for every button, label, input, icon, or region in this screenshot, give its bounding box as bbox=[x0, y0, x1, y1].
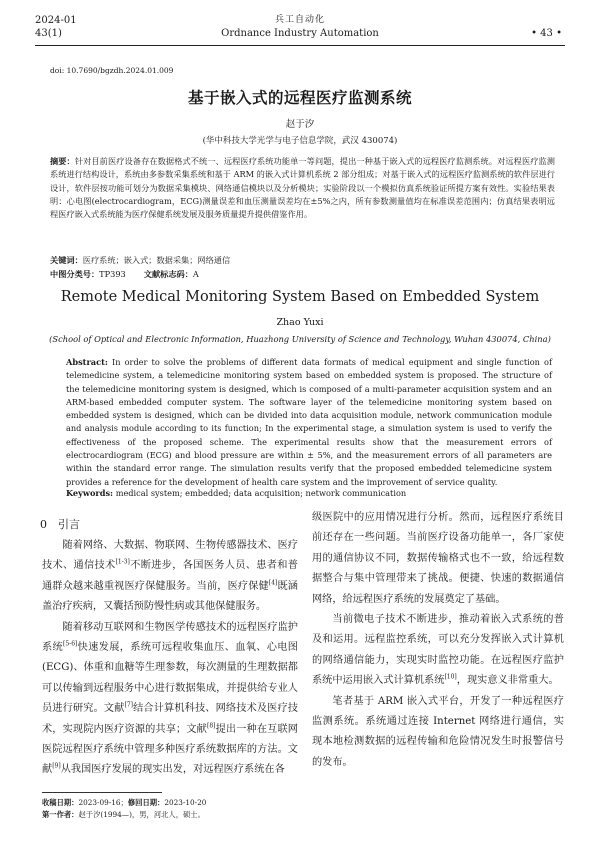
classification-line bbox=[50, 269, 199, 280]
class-label: 中图分类号： bbox=[50, 269, 100, 279]
keywords-text-cn: 医疗系统；嵌入式；数据采集；网络通信 bbox=[82, 255, 231, 265]
citation[interactable]: [5-6] bbox=[63, 640, 78, 648]
citation[interactable]: [8] bbox=[207, 722, 216, 730]
doi: doi: 10.7690/bgzdh.2024.01.009 bbox=[50, 66, 174, 75]
class-number: TP393 bbox=[99, 269, 126, 279]
citation[interactable]: [9] bbox=[52, 763, 61, 771]
abstract-cn bbox=[50, 155, 555, 221]
footnote-divider bbox=[42, 792, 162, 793]
author-en: Zhao Yuxi bbox=[276, 317, 324, 328]
section-title: 引言 bbox=[58, 518, 80, 531]
abstract-text-cn: 针对目前医疗设备存在数据格式不统一、远程医疗系统功能单一等问题，提出一种基于嵌入式的远程医疗监测系统。对远程医疗监测系统进行结构设计，系统由多参数采集系统和基于 ARM 的嵌入式计算机系统 2 部分组成；对基于嵌入式的远程医疗监测系统的软件层进行设计，软件层按功能可划分为数据采集模块、网络通信模块以及分析模块；实验阶段以一个模拟仿真系统验证所提方案有效性。实验结果表明：心电图(electrocardiogram，ECG)测量误差和血压测量误差均在±5%之内，所有参数测量值均在标准误差范围内；仿真结果表明远程医疗嵌入式系统能为医疗保健系统发展及服务质量提升提供借鉴作用。 bbox=[50, 156, 555, 220]
author-cn: 赵于汐 bbox=[285, 119, 315, 130]
affiliation-en: (School of Optical and Electronic Information, Huazhong University of Science and Technology, Wuhan 430074, China) bbox=[49, 334, 551, 344]
header-divider bbox=[35, 45, 565, 46]
footnote-author: 第一作者：赵于汐(1994—)，男，河北人，硕士。 bbox=[42, 810, 205, 819]
abstract-text-en: In order to solve the problems of different data formats of medical equipment and single function of telemedicine system, a telemedicine monitoring system based on embedded system is proposed. The structure of the telemedicine monitoring system is designed, which is composed of a multi-parameter acquisition system and an ARM-based embedded computer system. The software layer of the telemedicine monitoring system based on embedded system is designed, which can be divided into data acquisition module, network communication module and analysis module according to its function; In the experimental stage, a simulation system is used to verify the effectiveness of the proposed scheme. The experimental results show that the measurement errors of electrocardiogram (ECG) and blood pressure are within ± 5%, and the measurement errors of all parameters are within the standard error range. The simulation results verify that the proposed embedded telemedicine system provides a reference for the development of health care system and the improvement of service quality. bbox=[66, 357, 552, 487]
citation[interactable]: [4] bbox=[268, 579, 278, 587]
doc-code-label: 文献标志码： bbox=[143, 269, 193, 279]
citation[interactable]: [1-3] bbox=[115, 559, 130, 567]
doc-code: A bbox=[192, 269, 199, 279]
keywords-text-en: medical system; embedded; data acquisition; network communication bbox=[113, 488, 407, 498]
keywords-label-en: Keywords: bbox=[66, 488, 114, 498]
keywords-cn bbox=[50, 255, 230, 266]
year-month: 2024-01 bbox=[35, 15, 77, 26]
abstract-en bbox=[66, 356, 552, 489]
paragraph: 随着网络、大数据、物联网、生物传感器技术、医疗技术、通信技术[1-3]不断进步，各国医务人员、患者和普通群众越来越重视医疗保健服务。当前，医疗保健[4]既涵盖治疗疾病，又囊括预防慢性病或其他保健服务。 bbox=[42, 540, 298, 613]
journal-name-en: Ordnance Industry Automation bbox=[221, 28, 379, 39]
abstract-label-en: Abstract: bbox=[66, 357, 108, 367]
paragraph: 随着移动互联网和生物医学传感技术的远程医疗监护系统[5-6]快速发展，系统可远程收集血压、血氧、心电图(ECG)、体重和血糖等生理参数，每次测量的生理数据都可以传输到远程服务中心进行数据集成，并提供给专业人员进行研究。文献[7]结合计算机科技、网络技术及医疗技术，实现院内医疗资源的共享；文献[8]提出一种在互联网医院远程医疗系统中管理多种医疗系统数据库的方法。文献[9]从我国医疗发展的现实出发，对远程医疗系统在各 bbox=[42, 621, 298, 776]
abstract-label-cn: 摘要： bbox=[50, 156, 75, 166]
volume-issue: 43(1) bbox=[35, 28, 62, 39]
keywords-label-cn: 关键词： bbox=[50, 255, 83, 265]
citation[interactable]: [10] bbox=[444, 673, 457, 681]
footnote-dates: 收稿日期：2023-09-16；修回日期：2023-10-20 bbox=[42, 798, 207, 807]
paragraph: 级医院中的应用情况进行分析。然而，远程医疗系统目前还存在一些问题。当前医疗设备功能单一，各厂家使用的通信协议不同，数据传输格式也不一致，给远程数据整合与集中管理带来了挑战。便捷、快速的数据通信网络，给远程医疗系统的发展奠定了基础。 bbox=[312, 512, 564, 605]
paragraph: 当前微电子技术不断进步，推动着嵌入式系统的普及和运用。远程监控系统，可以充分发挥嵌入式计算机的网络通信能力，实现实时监控功能。在远程医疗监护系统中运用嵌入式计算机系统[10]，现实意义非常重大。 bbox=[312, 614, 564, 687]
paper-title-cn: 基于嵌入式的远程医疗监测系统 bbox=[187, 88, 412, 107]
body-column-right bbox=[312, 508, 564, 773]
citation[interactable]: [7] bbox=[124, 701, 133, 709]
paper-title-en: Remote Medical Monitoring System Based on Embedded System bbox=[60, 289, 540, 305]
body-column-left bbox=[42, 536, 298, 781]
journal-name-cn: 兵工自动化 bbox=[274, 15, 325, 25]
page-number: • 43 • bbox=[531, 28, 562, 39]
section-heading bbox=[40, 516, 80, 532]
paragraph: 笔者基于 ARM 嵌入式平台，开发了一种远程医疗监测系统。系统通过连接 Internet 网络进行通信，实现本地检测数据的远程传输和危险情况发生时报警信号的发布。 bbox=[312, 695, 564, 768]
section-number: 0 bbox=[40, 518, 47, 531]
journal-header bbox=[0, 14, 600, 40]
affiliation-cn: (华中科技大学光学与电子信息学院，武汉 430074) bbox=[202, 136, 398, 146]
keywords-en bbox=[66, 488, 406, 498]
